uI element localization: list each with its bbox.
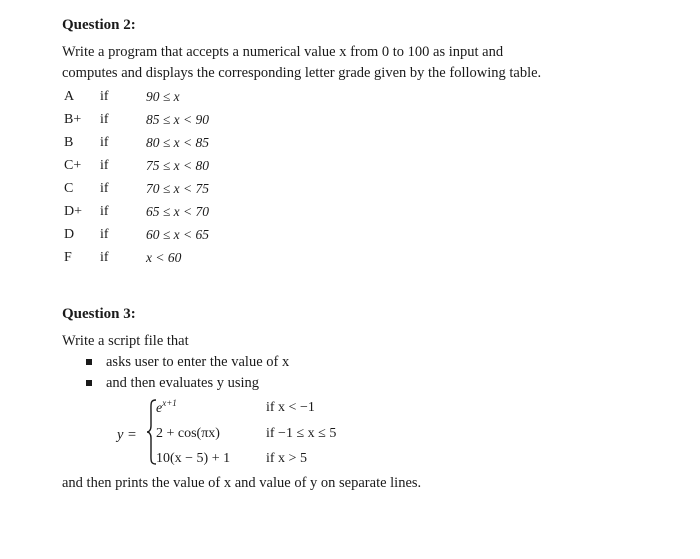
grade-condition: 80 ≤ x < 85	[146, 135, 210, 150]
grade-if: if	[100, 112, 109, 127]
grade-letter: C+	[64, 158, 82, 173]
grade-condition: 75 ≤ x < 80	[146, 158, 210, 173]
case-1-base: e	[156, 401, 163, 416]
grade-condition: 70 ≤ x < 75	[146, 181, 210, 196]
bullet-text: and then evaluates y using	[106, 375, 260, 391]
grade-letter: B+	[64, 112, 82, 127]
grade-condition: 90 ≤ x	[146, 89, 180, 104]
grade-if: if	[100, 181, 109, 196]
bullet-text: asks user to enter the value of x	[106, 354, 290, 370]
grade-condition: 65 ≤ x < 70	[146, 204, 210, 219]
grade-if: if	[100, 250, 109, 265]
case-1-condition: if x < −1	[266, 400, 315, 415]
question-2-line-1: Write a program that accepts a numerical value x from 0 to 100 as input and	[62, 44, 504, 60]
case-3-condition: if x > 5	[266, 451, 307, 466]
grade-letter: A	[64, 89, 75, 104]
grade-letter: C	[64, 181, 74, 196]
grade-letter: D	[64, 227, 75, 242]
equation-lhs: y =	[117, 427, 137, 443]
question-3-closing: and then prints the value of x and value of y on separate lines.	[62, 475, 422, 491]
case-1-expression	[156, 398, 177, 417]
grade-if: if	[100, 89, 109, 104]
grade-condition: 85 ≤ x < 90	[146, 112, 210, 127]
case-2-condition: if −1 ≤ x ≤ 5	[266, 426, 337, 441]
grade-if: if	[100, 158, 109, 173]
grade-letter: B	[64, 135, 74, 150]
question-3-intro: Write a script file that	[62, 333, 189, 349]
bullet-square-icon	[86, 380, 92, 386]
grade-if: if	[100, 135, 109, 150]
case-1-exponent: x+1	[162, 398, 177, 408]
grade-if: if	[100, 204, 109, 219]
case-3-expression: 10(x − 5) + 1	[156, 451, 231, 466]
grade-if: if	[100, 227, 109, 242]
grade-letter: F	[64, 250, 72, 265]
bullet-square-icon	[86, 359, 92, 365]
grade-letter: D+	[64, 204, 83, 219]
grade-condition: 60 ≤ x < 65	[146, 227, 210, 242]
case-2-expression: 2 + cos(πx)	[156, 426, 220, 441]
question-2-line-2: computes and displays the corresponding letter grade given by the following table.	[62, 65, 542, 81]
question-3-heading: Question 3:	[62, 306, 136, 322]
grade-condition: x < 60	[146, 250, 182, 265]
question-2-heading: Question 2:	[62, 17, 136, 33]
